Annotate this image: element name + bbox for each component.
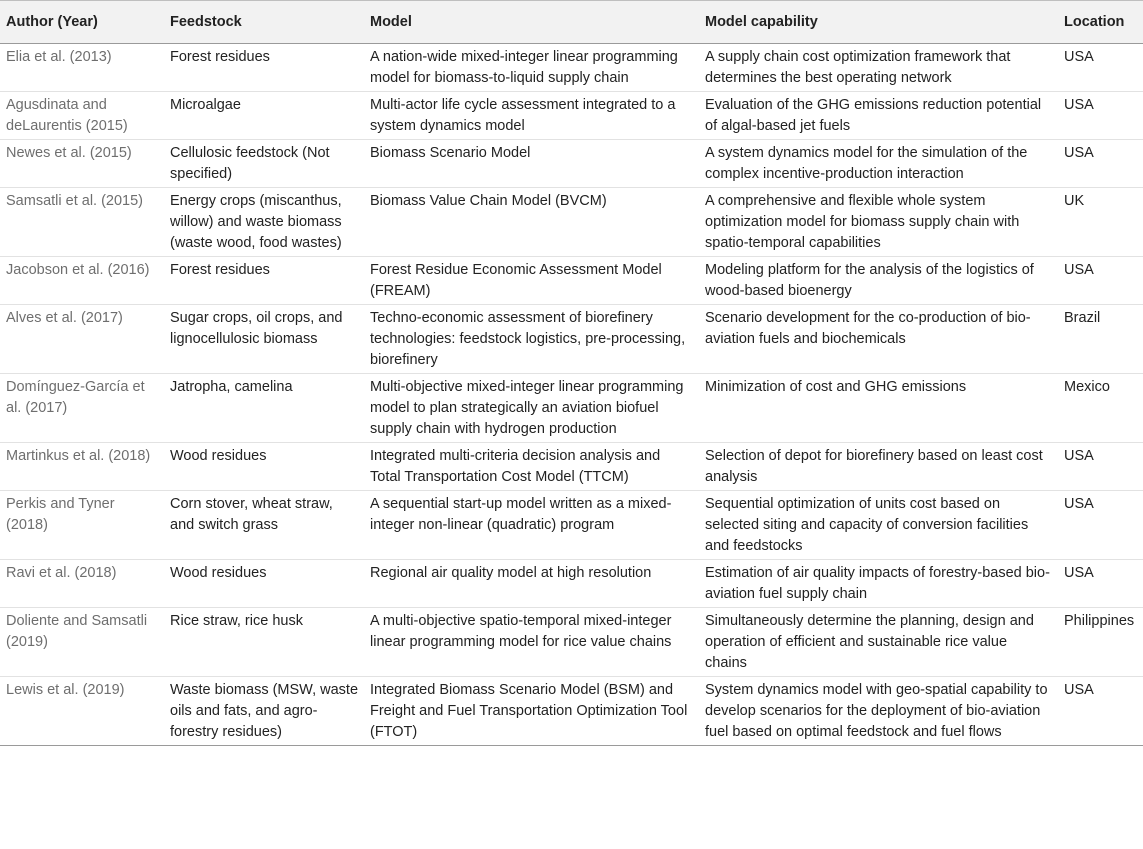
cell-feedstock: Sugar crops, oil crops, and lignocellulosic biomass <box>170 310 343 347</box>
cell-model: A sequential start-up model written as a mixed-integer non-linear (quadratic) program <box>370 496 672 533</box>
header-location: Location <box>1064 13 1125 30</box>
cell-capability: A system dynamics model for the simulation of the complex incentive-production interaction <box>705 145 1028 182</box>
cell-author: Samsatli et al. (2015) <box>6 193 144 209</box>
cell-location: UK <box>1064 193 1085 209</box>
cell-location: Brazil <box>1064 310 1101 326</box>
table-row <box>0 305 1143 374</box>
table-row <box>0 140 1143 188</box>
cell-location: USA <box>1064 448 1094 464</box>
cell-capability: Estimation of air quality impacts of forestry-based bio-aviation fuel supply chain <box>705 565 1050 602</box>
cell-capability: Evaluation of the GHG emissions reduction potential of algal-based jet fuels <box>705 97 1042 134</box>
cell-location: Mexico <box>1064 379 1110 395</box>
cell-author: Perkis and Tyner (2018) <box>6 496 115 533</box>
table-row <box>0 443 1143 491</box>
cell-capability: Scenario development for the co-production of bio-aviation fuels and biochemicals <box>705 310 1031 347</box>
cell-capability: A supply chain cost optimization framework that determines the best operating network <box>705 49 1011 86</box>
header-model: Model <box>370 13 412 30</box>
cell-capability: A comprehensive and flexible whole system optimization model for biomass supply chain with spatio-temporal capabilities <box>705 193 1020 251</box>
cell-feedstock: Rice straw, rice husk <box>170 613 303 629</box>
cell-author: Newes et al. (2015) <box>6 145 132 161</box>
cell-capability: Modeling platform for the analysis of the logistics of wood-based bioenergy <box>705 262 1034 299</box>
cell-model: Integrated Biomass Scenario Model (BSM) and Freight and Fuel Transportation Optimization Tool (FTOT) <box>370 682 688 740</box>
cell-feedstock: Wood residues <box>170 448 267 464</box>
header-feedstock: Feedstock <box>170 13 242 30</box>
table-row <box>0 257 1143 305</box>
cell-feedstock: Corn stover, wheat straw, and switch grass <box>170 496 333 533</box>
table-row <box>0 188 1143 257</box>
cell-author: Doliente and Samsatli (2019) <box>6 613 148 650</box>
cell-author: Martinkus et al. (2018) <box>6 448 151 464</box>
cell-location: USA <box>1064 97 1094 113</box>
cell-feedstock: Forest residues <box>170 262 270 278</box>
cell-author: Jacobson et al. (2016) <box>6 262 150 278</box>
cell-model: A nation-wide mixed-integer linear programming model for biomass-to-liquid supply chain <box>370 49 678 86</box>
cell-feedstock: Forest residues <box>170 49 270 65</box>
cell-feedstock: Cellulosic feedstock (Not specified) <box>170 145 330 182</box>
cell-author: Elia et al. (2013) <box>6 49 112 65</box>
table-row <box>0 374 1143 443</box>
cell-location: USA <box>1064 496 1094 512</box>
table-row <box>0 677 1143 746</box>
cell-capability: Simultaneously determine the planning, design and operation of efficient and sustainable rice value chains <box>705 613 1034 671</box>
cell-author: Alves et al. (2017) <box>6 310 123 326</box>
cell-feedstock: Waste biomass (MSW, waste oils and fats, and agro-forestry residues) <box>170 682 359 740</box>
cell-feedstock: Wood residues <box>170 565 267 581</box>
table-row <box>0 92 1143 140</box>
header-author: Author (Year) <box>6 13 98 30</box>
cell-model: Biomass Scenario Model <box>370 145 531 161</box>
cell-location: USA <box>1064 565 1094 581</box>
cell-model: Regional air quality model at high resolution <box>370 565 652 581</box>
table-row <box>0 44 1143 92</box>
table-body <box>0 44 1143 746</box>
cell-model: Techno-economic assessment of biorefinery technologies: feedstock logistics, pre-processing, biorefinery <box>370 310 686 368</box>
cell-author: Ravi et al. (2018) <box>6 565 117 581</box>
cell-location: USA <box>1064 145 1094 161</box>
cell-capability: Minimization of cost and GHG emissions <box>705 379 967 395</box>
cell-author: Domínguez-García et al. (2017) <box>6 379 145 416</box>
cell-model: Integrated multi-criteria decision analysis and Total Transportation Cost Model (TTCM) <box>370 448 661 485</box>
header-model-capability: Model capability <box>705 13 818 30</box>
cell-author: Lewis et al. (2019) <box>6 682 125 698</box>
cell-feedstock: Jatropha, camelina <box>170 379 293 395</box>
header-row <box>0 1 1143 44</box>
cell-location: USA <box>1064 49 1094 65</box>
table-row <box>0 608 1143 677</box>
cell-model: A multi-objective spatio-temporal mixed-integer linear programming model for rice value chains <box>370 613 672 650</box>
cell-model: Biomass Value Chain Model (BVCM) <box>370 193 607 209</box>
cell-location: USA <box>1064 682 1094 698</box>
cell-capability: System dynamics model with geo-spatial capability to develop scenarios for the deployment of bio-aviation fuel based on optimal feedstock and fuel flows <box>705 682 1048 740</box>
cell-location: Philippines <box>1064 613 1135 629</box>
cell-feedstock: Microalgae <box>170 97 241 113</box>
cell-feedstock: Energy crops (miscanthus, willow) and waste biomass (waste wood, food wastes) <box>170 193 342 251</box>
table-row <box>0 560 1143 608</box>
cell-capability: Sequential optimization of units cost based on selected siting and capacity of conversion facilities and feedstocks <box>705 496 1029 554</box>
cell-location: USA <box>1064 262 1094 278</box>
cell-model: Multi-actor life cycle assessment integrated to a system dynamics model <box>370 97 676 134</box>
cell-model: Forest Residue Economic Assessment Model (FREAM) <box>370 262 662 299</box>
table-header <box>0 1 1143 44</box>
cell-capability: Selection of depot for biorefinery based on least cost analysis <box>705 448 1043 485</box>
table-row <box>0 491 1143 560</box>
cell-author: Agusdinata and deLaurentis (2015) <box>6 97 128 134</box>
cell-model: Multi-objective mixed-integer linear programming model to plan strategically an aviation biofuel supply chain with hydrogen production <box>370 379 684 437</box>
